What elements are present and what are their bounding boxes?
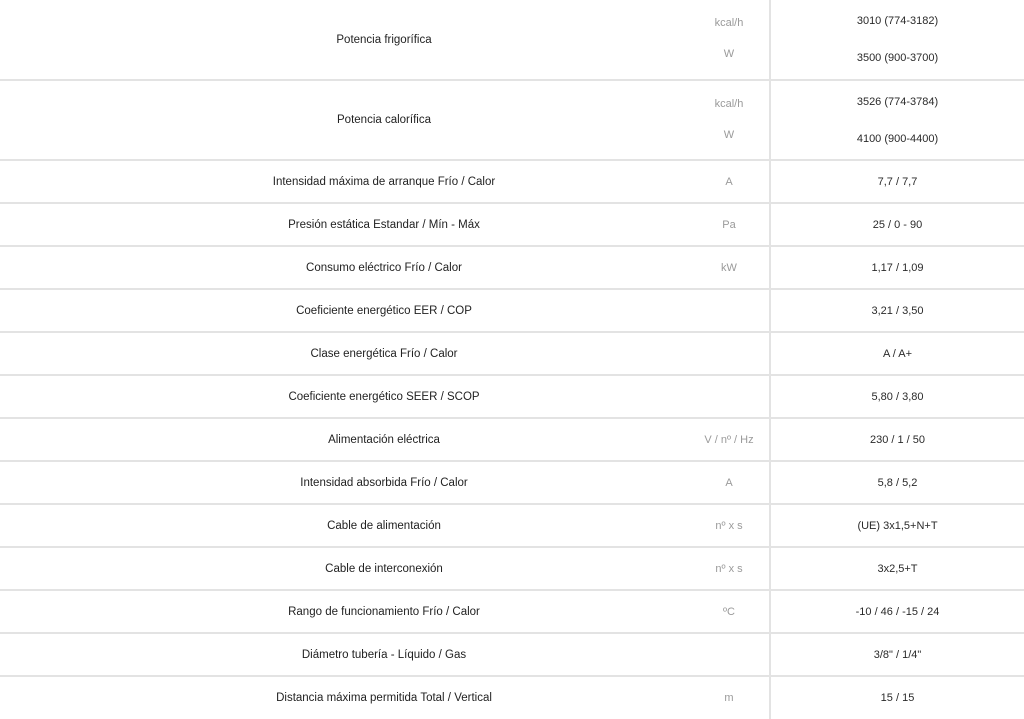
table-row — [0, 290, 1024, 333]
row-unit — [690, 634, 768, 675]
row-value: (UE) 3x1,5+N+T — [769, 505, 1024, 546]
row-label: Presión estática Estandar / Mín - Máx — [288, 218, 480, 231]
row-value: A / A+ — [769, 333, 1024, 374]
row-label: Cable de alimentación — [327, 519, 441, 532]
row-value: 15 / 15 — [769, 677, 1024, 719]
table-row — [0, 247, 1024, 290]
row-label: Diámetro tubería - Líquido / Gas — [301, 648, 467, 661]
row-unit — [690, 290, 768, 331]
row-value: 3010 (774-3182) 3500 (900-3700) — [769, 0, 1024, 79]
row-label: Intensidad máxima de arranque Frío / Calor — [272, 175, 496, 188]
row-unit: A — [725, 476, 733, 489]
row-label: Distancia máxima permitida Total / Vertical — [276, 692, 492, 704]
row-label: Alimentación eléctrica — [328, 433, 440, 446]
table-row — [0, 591, 1024, 634]
row-value: 3526 (774-3784) 4100 (900-4400) — [769, 81, 1024, 159]
row-label: Cable de interconexión — [325, 562, 443, 575]
row-unit: nº x s — [715, 562, 743, 575]
table-row — [0, 677, 1024, 719]
row-label: Coeficiente energético SEER / SCOP — [288, 390, 480, 403]
table-row — [0, 505, 1024, 548]
table-row — [0, 0, 1024, 81]
row-unit: A — [725, 175, 733, 188]
row-label: Rango de funcionamiento Frío / Calor — [288, 605, 480, 618]
row-value: -10 / 46 / -15 / 24 — [769, 591, 1024, 632]
row-label: Potencia frigorífica — [336, 33, 432, 46]
row-unit: kcal/h W — [714, 98, 744, 141]
table-row — [0, 462, 1024, 505]
row-unit — [690, 376, 768, 417]
row-unit: ºC — [723, 605, 735, 618]
row-value: 3,21 / 3,50 — [769, 290, 1024, 331]
row-value: 1,17 / 1,09 — [769, 247, 1024, 288]
row-label: Potencia calorífica — [337, 114, 431, 126]
row-unit: kW — [721, 261, 737, 274]
table-row — [0, 333, 1024, 376]
row-value: 5,8 / 5,2 — [769, 462, 1024, 503]
row-unit — [690, 333, 768, 374]
table-row — [0, 548, 1024, 591]
row-unit: kcal/h W — [714, 17, 744, 60]
row-unit: m — [724, 692, 734, 704]
row-label: Consumo eléctrico Frío / Calor — [306, 261, 462, 274]
row-unit: V / nº / Hz — [704, 433, 754, 446]
row-value: 5,80 / 3,80 — [769, 376, 1024, 417]
table-row — [0, 419, 1024, 462]
table-row — [0, 81, 1024, 161]
row-label: Coeficiente energético EER / COP — [296, 304, 472, 317]
row-label: Intensidad absorbida Frío / Calor — [300, 476, 468, 489]
row-value: 230 / 1 / 50 — [769, 419, 1024, 460]
row-value: 3x2,5+T — [769, 548, 1024, 589]
row-unit: nº x s — [715, 519, 743, 532]
row-value: 3/8" / 1/4" — [769, 634, 1024, 675]
table-row — [0, 204, 1024, 247]
table-row — [0, 634, 1024, 677]
row-value: 25 / 0 - 90 — [769, 204, 1024, 245]
row-unit: Pa — [722, 218, 736, 231]
row-value: 7,7 / 7,7 — [769, 161, 1024, 202]
table-row — [0, 376, 1024, 419]
table-row — [0, 161, 1024, 204]
row-label: Clase energética Frío / Calor — [310, 347, 458, 360]
